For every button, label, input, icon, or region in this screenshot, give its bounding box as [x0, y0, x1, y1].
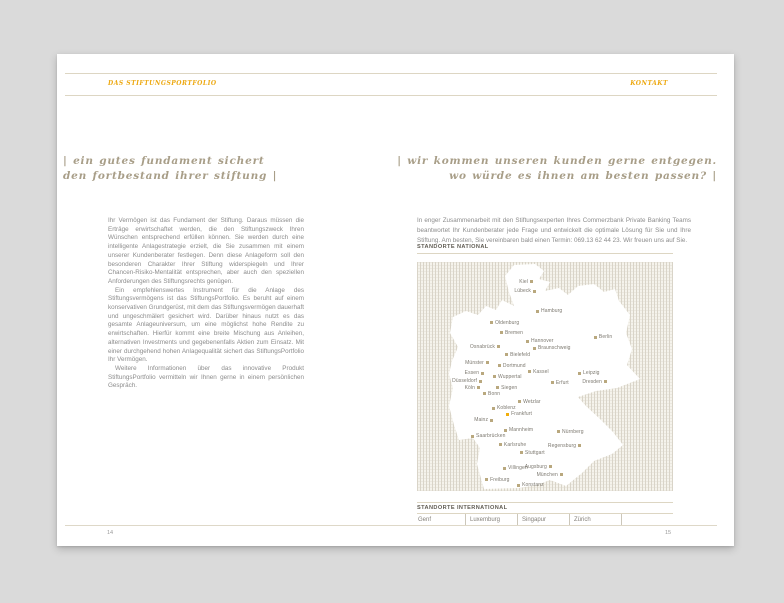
page-spread — [57, 54, 734, 546]
city-bielefeld — [505, 352, 530, 358]
city-erfurt — [551, 380, 569, 386]
right-heading-line2: wo würde es ihnen am besten passen? | — [449, 170, 717, 182]
city-label: Wuppertal — [498, 373, 522, 380]
city-label: Leipzig — [583, 370, 600, 377]
city-kiel — [519, 279, 533, 285]
city-marker-icon — [560, 473, 563, 476]
city-bonn — [483, 391, 500, 397]
city-marker-icon — [528, 370, 531, 373]
city-marker-icon — [506, 413, 509, 416]
city-stuttgart — [520, 450, 545, 456]
city-label: Braunschweig — [537, 345, 571, 352]
standorte-table-cell: Luxemburg — [465, 514, 517, 525]
left-body-text — [108, 217, 304, 391]
header-rule-top — [65, 73, 717, 74]
city-label: Saarbrücken — [476, 433, 506, 440]
city-marker-icon — [493, 375, 496, 378]
city-marker-icon — [492, 407, 495, 410]
city-marker-icon — [503, 467, 506, 470]
city-karlsruhe — [499, 442, 526, 448]
city-marker-icon — [477, 386, 480, 389]
city-marker-icon — [504, 429, 507, 432]
city-label: Oldenburg — [494, 319, 520, 326]
contact-intro-text: In enger Zusammenarbeit mit den Stiftungsexperten Ihres Commerzbank Private Banking Teams beantwortet Ihr Kundenberater jede Frage und entwickelt die optimale Lösung für Sie und Ihre Stiftung. Am besten, Sie vereinbaren bald einen Termin: 069.13 62 44 23. Wir freuen uns auf Sie. — [417, 217, 691, 244]
city-label: Dortmund — [502, 362, 526, 369]
city-hamburg — [536, 308, 562, 314]
city-marker-icon — [578, 444, 581, 447]
city-marker-icon — [499, 443, 502, 446]
city-label: Dresden — [582, 378, 602, 385]
city-label: Lübeck — [514, 288, 532, 295]
city-marker-icon — [594, 336, 597, 339]
paragraph: Ihr Vermögen ist das Fundament der Stiftung. Daraus müssen die Erträge erwirtschaftet werden, die den Stiftungszweck Ihren Wünschen entsprechend erfüllen können. Sie werden durch eine intelligente Anlagestrategie erzielt, die Sie zusammen mit einem unserer Kundenberater festlegen. Denn diese Anlageform soll den besonderen Charakter Ihrer Stiftung widerspiegeln und Ihrer Chancen-Risiko-Mentalität entsprechen, aber auch den speziellen Anforderungen des Stiftungsrechts genügen. — [108, 217, 304, 285]
city-marker-icon — [533, 347, 536, 350]
city-label: Kassel — [533, 368, 549, 375]
city-label: Frankfurt — [511, 411, 532, 418]
city-marker-icon — [496, 386, 499, 389]
city-label: Mainz — [474, 417, 489, 423]
city-muenster — [465, 360, 489, 366]
left-page-number: 14 — [107, 530, 114, 536]
city-label: Hannover — [531, 338, 554, 344]
city-duesseldorf — [452, 378, 482, 384]
left-header-label: DAS STIFTUNGSPORTFOLIO — [108, 80, 217, 87]
paragraph: Weitere Informationen über das innovative Produkt StiftungsPortfolio vermitteln wir Ihnen gerne in einem persönlichen Gespräch. — [108, 364, 304, 390]
city-berlin — [594, 334, 612, 340]
standorte-table-cell: Zürich — [569, 514, 621, 525]
city-leipzig — [578, 370, 600, 376]
city-marker-icon — [483, 392, 486, 395]
city-marker-icon — [486, 361, 489, 364]
right-heading-line1: | wir kommen unseren kunden gerne entgegen. — [397, 155, 717, 167]
city-mainz — [474, 417, 493, 423]
city-dortmund — [498, 363, 526, 369]
city-oldenburg — [490, 320, 519, 326]
city-label: Osnabrück — [469, 343, 495, 350]
city-marker-icon — [533, 290, 536, 293]
city-label: Bonn — [488, 390, 501, 397]
city-essen — [465, 370, 484, 376]
city-label: Köln — [464, 384, 475, 391]
city-marker-icon — [497, 345, 500, 348]
standorte-table-cell — [621, 514, 673, 525]
left-heading-line1: | ein gutes fundament sichert — [63, 155, 265, 167]
city-label: Münster — [465, 359, 484, 366]
city-saarbruecken — [471, 433, 505, 439]
city-marker-icon — [557, 430, 560, 433]
city-marker-icon — [500, 331, 503, 334]
right-page-heading — [397, 154, 717, 184]
right-page-number: 15 — [665, 530, 672, 536]
city-label: Villingen — [508, 465, 528, 472]
right-header-label: KONTAKT — [630, 80, 668, 87]
standorte-table-row — [417, 514, 673, 525]
city-label: Siegen — [501, 384, 518, 391]
city-augsburg — [525, 464, 552, 470]
city-koeln — [465, 385, 480, 391]
city-label: Essen — [464, 370, 480, 377]
standorte-national-label: STANDORTE NATIONAL — [417, 244, 489, 250]
city-wuppertal — [493, 374, 522, 380]
footer-rule — [65, 525, 717, 526]
paragraph: Ein empfehlenswertes Instrument für die Anlage des Stiftungsvermögens ist das StiftungsPortfolio. Es beruht auf einem konservativen Grundgerüst, mit dem das Stiftungsvermögen dauerhaft und ungeschmälert gesichert wird. Darüber hinaus nutzt es das gesamte Anlageuniversum, um eine möglichst hohe Rendite zu erwirtschaften. Hierfür kommt eine breite Mischung aus Anleihen, alternativen Investments und gegebenenfalls Aktien zum Einsatz. Mit einer durchgehend hohen Anlagequalität sichert das StiftungsPortfolio Ihr Vermögen. — [108, 286, 305, 364]
city-hannover — [526, 338, 553, 344]
city-label: Berlin — [598, 334, 613, 341]
city-marker-icon — [485, 478, 488, 481]
city-label: Bielefeld — [510, 351, 531, 358]
city-luebeck — [514, 288, 536, 294]
city-nuernberg — [557, 429, 584, 435]
city-label: Wetzlar — [523, 398, 541, 405]
germany-outline — [417, 262, 673, 491]
city-label: Hamburg — [541, 308, 563, 314]
city-regensburg — [548, 443, 581, 449]
city-label: Düsseldorf — [452, 378, 478, 385]
city-marker-icon — [479, 380, 482, 383]
city-label: Koblenz — [497, 405, 516, 412]
city-wetzlar — [518, 399, 541, 405]
standorte-table-cell: Singapur — [517, 514, 569, 525]
city-label: Nürnberg — [562, 428, 584, 435]
city-osnabrueck — [470, 344, 500, 350]
germany-map — [417, 262, 673, 491]
city-marker-icon — [518, 400, 521, 403]
city-marker-icon — [498, 364, 501, 367]
city-label: Freiburg — [490, 476, 510, 483]
standorte-national-rule — [417, 253, 673, 254]
standorte-international-rule-top — [417, 502, 673, 503]
left-heading-line2: den fortbestand ihrer stiftung | — [63, 170, 278, 182]
city-label: Mannheim — [509, 427, 534, 434]
city-marker-icon — [578, 372, 581, 375]
city-label: Kiel — [519, 278, 528, 285]
city-marker-icon — [471, 435, 474, 438]
city-mannheim — [504, 427, 533, 433]
standorte-international-label: STANDORTE INTERNATIONAL — [417, 505, 508, 511]
city-marker-icon — [481, 372, 484, 375]
city-label: Karlsruhe — [503, 441, 527, 448]
city-freiburg — [485, 477, 509, 483]
city-label: München — [536, 471, 558, 478]
city-label: Erfurt — [555, 379, 569, 386]
city-braunschweig — [533, 345, 571, 351]
city-marker-icon — [604, 380, 607, 383]
city-label: Bremen — [504, 329, 524, 336]
city-marker-icon — [517, 484, 520, 487]
city-muenchen — [537, 472, 563, 478]
city-konstanz — [517, 482, 544, 488]
city-marker-icon — [505, 353, 508, 356]
header-rule-bottom — [65, 95, 717, 96]
city-label: Regensburg — [547, 442, 577, 449]
city-marker-icon — [526, 340, 529, 343]
city-label: Augsburg — [524, 463, 547, 470]
city-marker-icon — [549, 465, 552, 468]
left-page-heading — [63, 154, 277, 184]
city-label: Konstanz — [522, 482, 544, 489]
city-bremen — [500, 330, 523, 336]
city-dresden — [582, 379, 607, 385]
city-marker-icon — [551, 381, 554, 384]
city-marker-icon — [536, 310, 539, 313]
city-marker-icon — [490, 419, 493, 422]
standorte-table-cell: Genf — [418, 516, 432, 523]
city-frankfurt — [506, 411, 532, 417]
city-marker-icon — [520, 451, 523, 454]
city-marker-icon — [490, 321, 493, 324]
city-label: Stuttgart — [524, 449, 545, 456]
city-kassel — [528, 369, 549, 375]
city-marker-icon — [530, 280, 533, 283]
